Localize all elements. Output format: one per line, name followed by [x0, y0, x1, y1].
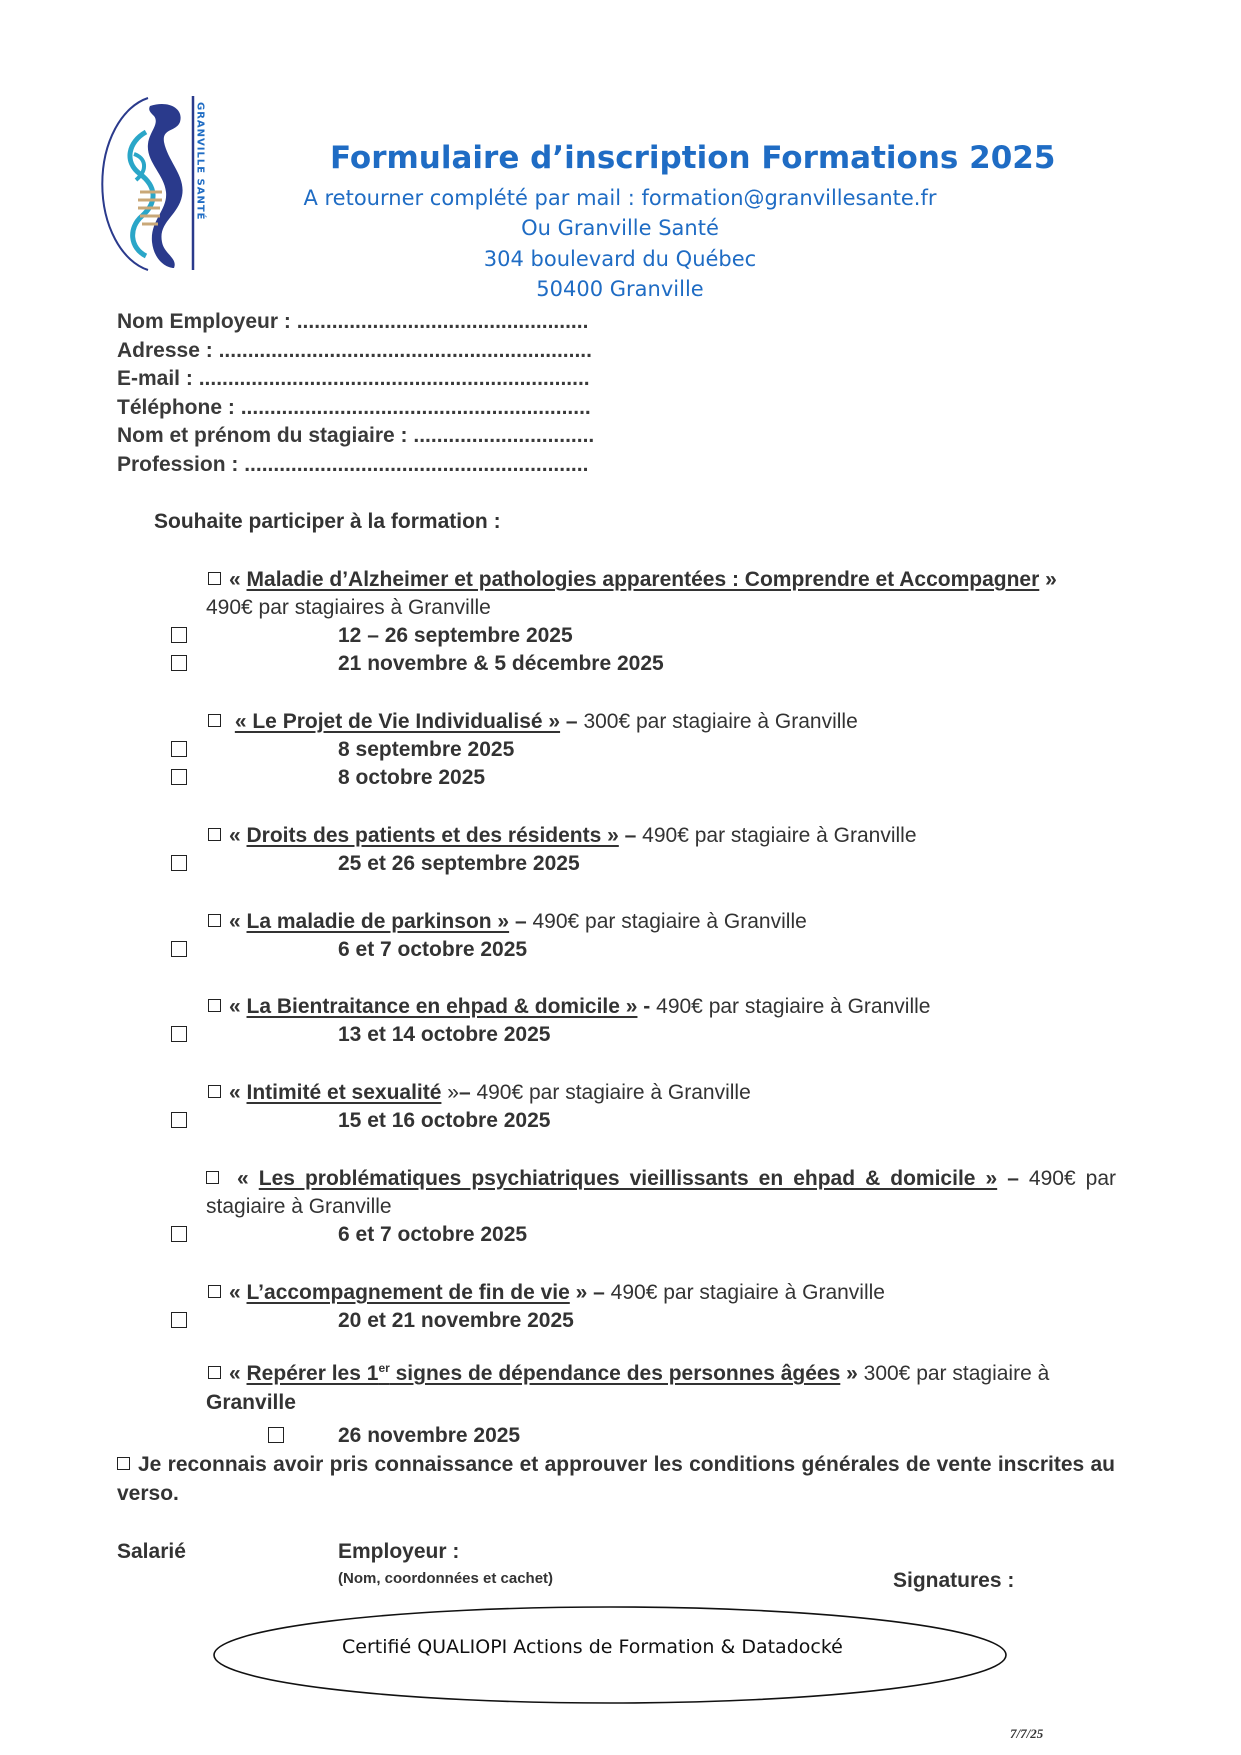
quote-close: » [840, 1362, 858, 1385]
logo-text: GRANVILLE SANTÉ [194, 102, 206, 221]
training-9-line [208, 1360, 1049, 1388]
field-dots: ............................................................ [240, 396, 591, 419]
training-4-title: La maladie de parkinson » [246, 910, 510, 933]
agreement-line [117, 1451, 1115, 1479]
training-9-date-1-checkbox[interactable] [268, 1427, 284, 1443]
training-5-title: La Bientraitance en ehpad & domicile » [246, 995, 638, 1018]
signatures-label: Signatures : [893, 1569, 1015, 1592]
superscript: er [378, 1361, 390, 1375]
training-4-date-1-checkbox[interactable] [171, 941, 187, 957]
training-8-price: 490€ par stagiaire à Granville [610, 1281, 885, 1304]
training-6-date-1-checkbox[interactable] [171, 1112, 187, 1128]
quote-open: « [229, 1362, 247, 1385]
training-5-date-1-checkbox[interactable] [171, 1026, 187, 1042]
quote-open: « [229, 910, 247, 933]
agreement-text: Je reconnais avoir pris connaissance et approuver les conditions générales de vente inscrites au [138, 1453, 1115, 1476]
separator: – [997, 1167, 1019, 1190]
training-3-title: Droits des patients et des résidents » [246, 824, 619, 847]
training-2-price: 300€ par stagiaire à Granville [583, 710, 858, 733]
training-9-title-b: signes de dépendance des personnes âgées [389, 1362, 841, 1385]
intro-text: Souhaite participer à la formation : [154, 510, 501, 533]
training-5-line [208, 993, 930, 1021]
training-6-date-1: 15 et 16 octobre 2025 [338, 1109, 551, 1132]
training-2-date-2: 8 octobre 2025 [338, 766, 486, 789]
training-6-checkbox[interactable] [208, 1085, 221, 1098]
signature-salarie-label: Salarié [117, 1540, 186, 1563]
training-9-price: 300€ par stagiaire à [857, 1362, 1050, 1385]
agreement-checkbox[interactable] [117, 1457, 130, 1470]
training-1-checkbox[interactable] [208, 572, 221, 585]
quote-open: « [229, 824, 247, 847]
training-7-checkbox[interactable] [206, 1171, 219, 1184]
training-8-date-1-checkbox[interactable] [171, 1312, 187, 1328]
field-dots: .................................................. [296, 310, 589, 333]
training-1-date-2: 21 novembre & 5 décembre 2025 [338, 652, 664, 675]
header-address-line: 304 boulevard du Québec [483, 247, 757, 271]
training-4-checkbox[interactable] [208, 914, 221, 927]
quote-open: « [229, 568, 247, 591]
training-5-checkbox[interactable] [208, 999, 221, 1012]
training-3-checkbox[interactable] [208, 828, 221, 841]
training-9-title-a: Repérer les 1 [246, 1362, 379, 1385]
training-3-date-1: 25 et 26 septembre 2025 [338, 852, 580, 875]
field-dots: ........................................................... [244, 453, 589, 476]
field-label: Nom et prénom du stagiaire : [117, 424, 408, 447]
training-3-line [208, 822, 917, 850]
training-2-title: « Le Projet de Vie Individualisé » [234, 710, 561, 733]
training-7-line [206, 1165, 1116, 1193]
field-dots: ................................................................... [198, 367, 590, 390]
training-8-line [208, 1279, 885, 1307]
field-dots: ................................................................ [218, 339, 592, 362]
page-date: 7/7/25 [1010, 1726, 1044, 1741]
training-7-date-1: 6 et 7 octobre 2025 [338, 1223, 528, 1246]
training-9-checkbox[interactable] [208, 1366, 221, 1379]
field-address[interactable] [117, 337, 592, 365]
training-7-title: Les problématiques psychiatriques vieillissants en ehpad & domicile » [258, 1167, 998, 1190]
agreement-text-cont: verso. [117, 1482, 179, 1505]
field-phone[interactable] [117, 394, 591, 422]
training-4-line [208, 908, 807, 936]
field-label: Profession : [117, 453, 239, 476]
field-label: E-mail : [117, 367, 193, 390]
field-employer[interactable] [117, 308, 588, 336]
training-4-date-1: 6 et 7 octobre 2025 [338, 938, 528, 961]
field-label: Nom Employeur : [117, 310, 291, 333]
training-3-date-1-checkbox[interactable] [171, 855, 187, 871]
field-dots: ............................... [413, 424, 595, 447]
training-9-price-cont: Granville [206, 1391, 296, 1414]
training-1-date-2-checkbox[interactable] [171, 655, 187, 671]
training-1-date-1-checkbox[interactable] [171, 627, 187, 643]
training-1-price: 490€ par stagiaires à Granville [206, 596, 491, 619]
header-org-line: Ou Granville Santé [521, 216, 719, 240]
training-6-line [208, 1079, 751, 1107]
training-7-price-cont: stagiaire à Granville [206, 1195, 392, 1218]
training-8-title: L’accompagnement de fin de vie [246, 1281, 570, 1304]
quote-open: « [229, 1081, 247, 1104]
header-return-line: A retourner complété par mail : formation@granvillesante.fr [303, 186, 937, 210]
quote-close: » [441, 1081, 459, 1104]
training-9-date-1: 26 novembre 2025 [338, 1424, 521, 1447]
training-8-checkbox[interactable] [208, 1285, 221, 1298]
quote-close: » [1039, 568, 1057, 591]
field-profession[interactable] [117, 451, 588, 479]
field-label: Téléphone : [117, 396, 235, 419]
training-7-date-1-checkbox[interactable] [171, 1226, 187, 1242]
training-5-price: 490€ par stagiaire à Granville [656, 995, 931, 1018]
training-7-price: 490€ par [1028, 1167, 1117, 1190]
separator: – [560, 710, 584, 733]
page-title: Formulaire d’inscription Formations 2025 [330, 140, 1056, 176]
training-2-checkbox[interactable] [208, 714, 221, 727]
training-2-line [208, 708, 858, 736]
field-email[interactable] [117, 365, 590, 393]
signature-employer-label: Employeur : [338, 1540, 460, 1563]
training-8-date-1: 20 et 21 novembre 2025 [338, 1309, 574, 1332]
separator: - [637, 995, 657, 1018]
separator: – [458, 1081, 477, 1104]
training-3-price: 490€ par stagiaire à Granville [642, 824, 917, 847]
training-1-line [208, 566, 1057, 594]
quote-open: « [237, 1167, 259, 1190]
training-2-date-1-checkbox[interactable] [171, 741, 187, 757]
training-1-date-1: 12 – 26 septembre 2025 [338, 624, 573, 647]
granville-sante-logo [88, 92, 212, 274]
training-1-title: Maladie d’Alzheimer et pathologies apparentées : Comprendre et Accompagner [246, 568, 1040, 591]
certification-text: Certifié QUALIOPI Actions de Formation & Datadocké [342, 1636, 843, 1658]
training-2-date-2-checkbox[interactable] [171, 769, 187, 785]
separator: – [618, 824, 643, 847]
signature-employer-note: (Nom, coordonnées et cachet) [338, 1570, 554, 1587]
header-city-line: 50400 Granville [536, 277, 704, 301]
separator: – [509, 910, 533, 933]
training-6-title: Intimité et sexualité [246, 1081, 442, 1104]
quote-close: » [569, 1281, 588, 1304]
quote-open: « [229, 1281, 247, 1304]
quote-open: « [229, 995, 247, 1018]
training-6-price: 490€ par stagiaire à Granville [476, 1081, 751, 1104]
training-2-date-1: 8 septembre 2025 [338, 738, 515, 761]
training-4-price: 490€ par stagiaire à Granville [532, 910, 807, 933]
training-5-date-1: 13 et 14 octobre 2025 [338, 1023, 551, 1046]
training-9-title [247, 1362, 841, 1385]
field-label: Adresse : [117, 339, 213, 362]
field-trainee-name[interactable] [117, 422, 594, 450]
separator: – [587, 1281, 611, 1304]
